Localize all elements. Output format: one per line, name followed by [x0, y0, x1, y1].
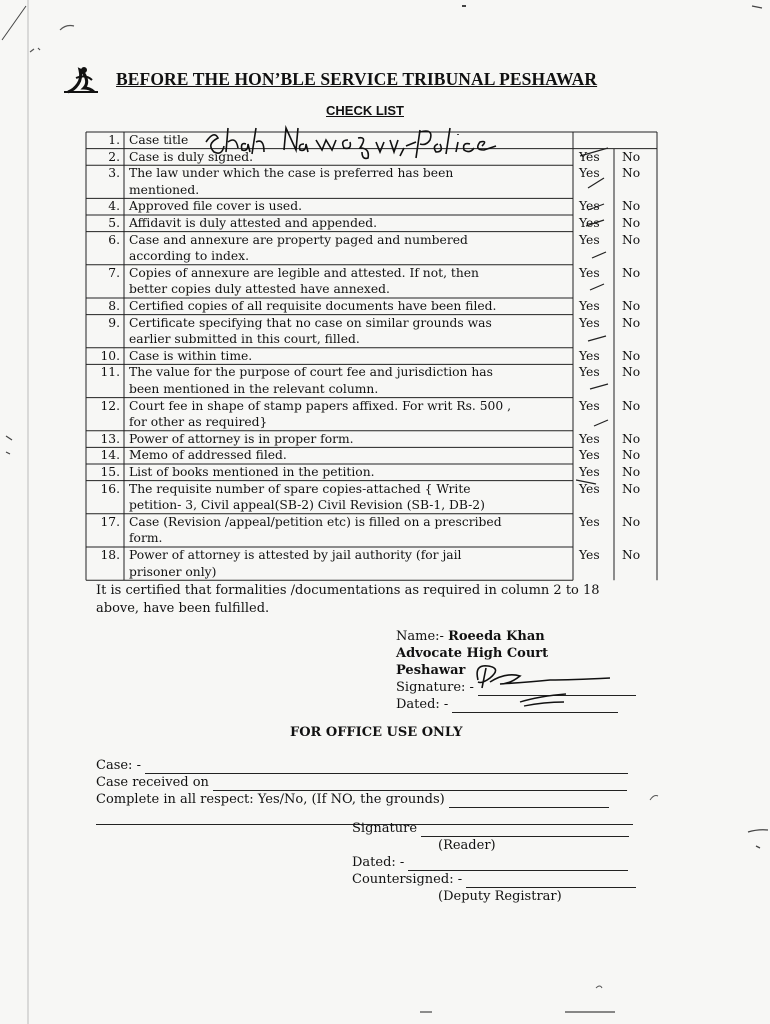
row-description-line: Case (Revision /appeal/petition etc) is filled on a prescribed — [129, 514, 502, 529]
row-number: 14. — [100, 448, 120, 463]
no-option: No — [622, 299, 641, 313]
row-description-line: Certificate specifying that no case on similar grounds was — [129, 315, 492, 330]
tick-mark — [590, 384, 608, 389]
row-number: 16. — [100, 481, 120, 496]
office-case-label: Case: - — [96, 758, 141, 773]
row-number: 1. — [108, 133, 120, 147]
row-description-line: for other as required} — [129, 415, 268, 430]
yes-option: Yes — [579, 465, 600, 479]
row-description — [129, 398, 568, 431]
office-signature-label: Signature — [352, 821, 418, 836]
yes-option: Yes — [579, 431, 600, 446]
row-description-line: Approved file cover is used. — [129, 199, 302, 214]
row-description-line: The requisite number of spare copies-attached { Write — [129, 481, 471, 496]
row-description — [129, 348, 568, 365]
row-description-line: mentioned. — [129, 182, 200, 197]
no-option: No — [622, 348, 641, 363]
row-number: 2. — [108, 149, 120, 164]
row-description-line: Copies of annexure are legible and attested. If not, then — [129, 265, 479, 280]
tribunal-emblem-icon — [58, 62, 104, 96]
no-option: No — [622, 166, 641, 181]
row-number: 18. — [100, 548, 120, 562]
row-description — [129, 132, 568, 149]
office-use-title: FOR OFFICE USE ONLY — [290, 725, 463, 740]
certification-text — [96, 582, 666, 618]
row-description — [129, 514, 568, 547]
row-number: 12. — [100, 398, 120, 413]
yes-option: Yes — [579, 199, 600, 214]
row-description-line: Court fee in shape of stamp papers affixed. For writ Rs. 500 , — [129, 398, 512, 413]
row-description — [129, 547, 568, 580]
yes-option: Yes — [579, 348, 600, 363]
tribunal-title: BEFORE THE HON’BLE SERVICE TRIBUNAL PESHAWAR — [116, 69, 598, 89]
row-description-line: petition- 3, Civil appeal(SB-2) Civil Revision (SB-1, DB-2) — [129, 498, 485, 513]
tick-mark — [588, 336, 606, 341]
no-option: No — [622, 514, 641, 529]
row-description-line: better copies duly attested have annexed. — [129, 282, 390, 297]
row-number: 10. — [100, 348, 120, 363]
advocate-designation: Advocate High Court — [396, 646, 549, 661]
advocate-signature-block — [396, 628, 656, 713]
row-description-line: Affidavit is duly attested and appended. — [129, 216, 378, 230]
row-number: 11. — [100, 365, 120, 380]
row-number: 17. — [100, 514, 120, 529]
yes-option: Yes — [579, 232, 600, 247]
grounds-field[interactable] — [449, 794, 609, 808]
office-case-field[interactable] — [145, 760, 628, 774]
no-option: No — [622, 548, 641, 562]
yes-option: Yes — [579, 149, 600, 164]
certification-line-1: It is certified that formalities /documentations as required in column 2 to 18 — [96, 583, 600, 598]
no-option: No — [622, 315, 641, 330]
row-number: 9. — [108, 315, 120, 330]
document-header — [58, 62, 698, 96]
row-description — [129, 149, 568, 166]
dated-field[interactable] — [452, 700, 618, 713]
row-description-line: Certified copies of all requisite documents have been filed. — [129, 299, 497, 313]
advocate-name: Roeeda Khan — [448, 629, 545, 644]
no-option: No — [622, 216, 641, 230]
row-number: 4. — [108, 199, 120, 214]
yes-option: Yes — [579, 448, 600, 463]
no-option: No — [622, 149, 641, 164]
no-option: No — [622, 199, 641, 214]
row-number: 15. — [100, 465, 120, 479]
no-option: No — [622, 481, 641, 496]
case-received-field[interactable] — [213, 777, 627, 791]
row-description-line: Memo of addressed filed. — [129, 448, 287, 463]
no-option: No — [622, 232, 641, 247]
tick-mark — [594, 420, 608, 426]
row-description — [129, 198, 568, 215]
row-description-line: Case is within time. — [129, 348, 253, 363]
yes-option: Yes — [579, 548, 600, 562]
no-option: No — [622, 398, 641, 413]
row-description-line: been mentioned in the relevant column. — [129, 381, 379, 396]
yes-option: Yes — [579, 315, 600, 330]
row-description — [129, 315, 568, 348]
yes-option: Yes — [579, 398, 600, 413]
case-received-label: Case received on — [96, 775, 209, 790]
yes-option: Yes — [579, 265, 600, 280]
certification-line-2: above, have been fulfilled. — [96, 601, 270, 616]
row-description — [129, 215, 568, 232]
row-number: 8. — [108, 299, 120, 313]
yes-option: Yes — [579, 514, 600, 529]
tick-mark — [590, 284, 604, 290]
yes-option: Yes — [579, 365, 600, 380]
row-description-line: earlier submitted in this court, filled. — [129, 332, 360, 347]
row-description-line: Case and annexure are property paged and numbered — [129, 232, 468, 247]
no-option: No — [622, 431, 641, 446]
row-description-line: Power of attorney is attested by jail authority (for jail — [129, 548, 462, 562]
row-description — [129, 232, 568, 265]
row-description-line: form. — [129, 531, 163, 546]
reader-label: (Reader) — [438, 838, 496, 853]
row-description — [129, 447, 568, 464]
office-use-section — [96, 757, 656, 825]
no-option: No — [622, 448, 641, 463]
row-description-line: prisoner only) — [129, 564, 217, 579]
yes-option: Yes — [579, 481, 600, 496]
yes-option: Yes — [579, 216, 600, 230]
row-number: 3. — [108, 166, 120, 181]
office-dated-label: Dated: - — [352, 855, 405, 870]
signature-label: Signature: - — [396, 680, 474, 695]
row-description — [129, 298, 568, 315]
row-description — [129, 481, 568, 514]
row-description-line: Case is duly signed. — [129, 149, 254, 164]
row-number: 6. — [108, 232, 120, 247]
office-dated-field[interactable] — [408, 858, 628, 871]
complete-label: Complete in all respect: Yes/No, (If NO, the grounds) — [96, 792, 445, 807]
no-option: No — [622, 265, 641, 280]
yes-option: Yes — [579, 166, 600, 181]
checklist-title: CHECK LIST — [326, 103, 404, 118]
no-option: No — [622, 465, 641, 479]
row-description-line: List of books mentioned in the petition. — [129, 465, 375, 479]
office-signature-field[interactable] — [421, 824, 629, 837]
row-description — [129, 464, 568, 481]
row-description-line: The value for the purpose of court fee and jurisdiction has — [129, 365, 493, 380]
name-label: Name:- — [396, 629, 444, 644]
row-description — [129, 165, 568, 198]
row-description-line: Power of attorney is in proper form. — [129, 431, 354, 446]
row-number: 7. — [108, 265, 120, 280]
row-description-line: according to index. — [129, 249, 249, 264]
row-description-line: The law under which the case is preferred has been — [129, 166, 454, 181]
row-number: 5. — [108, 216, 120, 230]
row-description-line: Case title — [129, 133, 189, 147]
no-option: No — [622, 365, 641, 380]
row-description — [129, 364, 568, 397]
dated-label: Dated: - — [396, 697, 449, 712]
deputy-registrar-label: (Deputy Registrar) — [438, 889, 562, 904]
tick-mark — [592, 252, 606, 258]
advocate-city: Peshawar — [396, 663, 466, 678]
yes-option: Yes — [579, 299, 600, 313]
countersigned-field[interactable] — [466, 875, 636, 888]
signature-field[interactable] — [478, 683, 636, 696]
office-signature-block — [352, 820, 652, 905]
countersigned-label: Countersigned: - — [352, 872, 463, 887]
row-description — [129, 265, 568, 298]
row-description — [129, 431, 568, 448]
row-number: 13. — [100, 431, 120, 446]
